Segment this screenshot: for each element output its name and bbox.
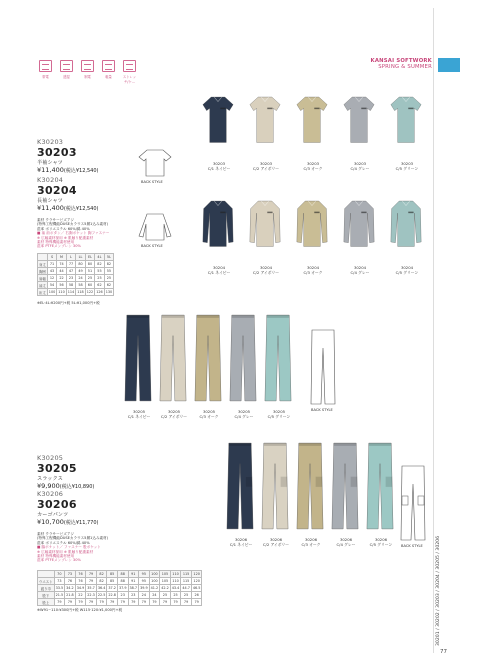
table-cell: 73 [54,578,65,585]
caption-code: 30203 [306,161,320,166]
caption-color: C/3 オーク [301,541,321,547]
caption-color: C/4 グレー [350,165,370,171]
table-header: 105 [160,571,171,578]
table-cell: 100 [149,578,160,585]
caption-color: C/1 ネイビー [127,413,151,419]
table-cell: 82 [104,261,113,268]
table-cell: 126 [96,290,103,294]
table-cell: 股下 [38,592,55,599]
feature-label: ストレッチ/ケ… [122,75,137,84]
table-header: S [47,254,56,261]
rain-icon [102,60,115,72]
table-header: 79 [86,571,97,578]
table-header: 115 [181,571,192,578]
color-caption [382,266,432,275]
pants-image [229,312,257,404]
table-cell: 71 [47,261,56,268]
caption-color: C/4 グレー [350,269,370,275]
product-30204-info [37,176,98,212]
product-name: カーゴパンツ [37,512,69,518]
caption-color: C/1 ネイビー [207,165,231,171]
table-header [38,571,55,578]
spec-line: 素材 クラサービズアジ [37,218,74,222]
feature-item [121,60,138,84]
table-cell: 88 [117,578,128,585]
color-caption [335,266,385,275]
pants-image [331,440,359,532]
table-cell: 身丈 [39,262,46,267]
price-tax: (税込¥10,890) [59,484,95,490]
table-cell: 82 [95,261,104,268]
caption-color: C/3 オーク [199,413,219,419]
back-style-slacks [310,328,336,406]
table-cell: 34.2 [66,586,74,590]
table-row [38,585,202,592]
table-header: 82 [96,571,107,578]
table-cell: 79 [75,599,86,606]
feature-label: 帯電 [42,75,49,79]
product-price [37,204,98,212]
table-cell: 55 [95,268,104,275]
table-cell: 79 [65,599,76,606]
pants-image [194,312,222,404]
caption-code: 30205 [237,409,251,414]
spec-line: (特殊工程機能DUSEカラウス5層1込み素材) [37,222,109,227]
color-caption [288,162,338,171]
spec-line: 混率 PTFEメンブレン 30% [37,244,81,249]
spec-30206 [37,532,157,563]
caption-code: 30205 [272,409,286,414]
pants-image [124,312,152,404]
back-style-label: BACK STYLE [311,408,333,412]
caption-color: C/2 アイボリー [160,413,188,419]
table-header: 100 [149,571,160,578]
table-cell: 91 [128,578,139,585]
color-caption [241,162,291,171]
shirt-image [245,198,285,248]
product-code: 30204 [37,184,77,197]
table-cell: 24 [76,275,85,282]
table-cell: 80 [76,261,85,268]
pants-image [261,440,289,532]
table-cell: 38.7 [129,586,138,590]
caption-code: 30205 [132,409,146,414]
feature-label: 透湿 [63,75,70,79]
color-caption [382,162,432,171]
product-30205-info [37,454,94,490]
star-icon [123,60,136,72]
product-30203-info [37,138,98,174]
table-cell: 25 [170,592,181,599]
table-cell: 43 [47,268,56,275]
caption-color: C/2 アイボリー [252,269,280,275]
price-value: ¥11,400 [37,166,64,174]
color-caption [194,266,244,275]
table-cell: 22 [57,275,66,282]
table-cell: 95 [139,578,150,585]
table-cell: 79 [170,599,181,606]
table-cell: 22.3 [87,593,95,597]
table-cell: 36.4 [97,586,106,590]
table-cell: 25 [95,275,104,282]
feature-item [58,60,75,84]
column-divider [433,8,434,653]
spec-line: 混率 ポリエステル 60%/綿 40% [37,226,90,231]
table-cell: 79 [54,599,65,606]
spec-30204 [37,218,147,249]
table-cell: 80 [85,261,94,268]
table-cell: 21.5 [55,593,64,597]
table-header: 76 [75,571,86,578]
table-row [38,289,114,296]
size-note: ※EL·4L:¥200円+税 5L:¥1,000円+税 [37,301,100,305]
table-cell: 56 [57,282,66,289]
table-header: M [57,254,66,261]
table-cell: 41.2 [150,586,159,590]
shirt-image [198,198,238,248]
table-cell: 82 [96,578,107,585]
spec-line: ■ 袖 前ボタン／ 右胸ポケット 胸ファスナー [37,231,110,236]
feature-item [37,60,54,84]
product-price [37,482,94,490]
table-cell: 114 [67,290,75,294]
color-caption [358,538,404,547]
brand-block [368,58,432,70]
back-style-label: BACK STYLE [141,180,163,184]
caption-color: C/5 グリーン [369,541,393,547]
table-cell: 79 [128,599,139,606]
shirt-image [339,198,379,248]
caption-code: 30204 [259,265,273,270]
table-cell: 130 [105,290,113,294]
table-header: 110 [170,571,181,578]
hanger-icon [60,60,73,72]
table-body [38,261,114,296]
back-style-cargo [400,464,426,542]
table-header: 91 [128,571,139,578]
table-cell: 25 [181,592,192,599]
table-cell: 25 [85,275,94,282]
caption-color: C/3 オーク [303,269,323,275]
feature-item [100,60,117,84]
table-cell: 79 [86,578,97,585]
table-cell: 79 [181,599,192,606]
cotton-icon [81,60,94,72]
table-row [38,268,114,275]
table-cell: 79 [191,599,202,606]
page-number: 77 [440,649,447,655]
caption-color: C/5 グリーン [395,165,419,171]
caption-code: 30205 [167,409,181,414]
caption-color: C/1 ネイビー [207,269,231,275]
price-value: ¥11,400 [37,204,64,212]
table-header: 120 [191,571,202,578]
table-cell: 79 [149,599,160,606]
product-price [37,518,98,526]
caption-code: 30204 [353,265,367,270]
table-cell: 118 [77,290,84,294]
table-cell: 42.2 [161,586,169,590]
table-cell: 77 [66,261,75,268]
table-cell: 股上 [38,599,55,606]
table-cell: 49 [76,268,85,275]
pants-image [264,312,292,404]
table-cell: 渡り巾 [38,585,55,592]
caption-code: 30206 [374,537,388,542]
table-header-row [38,571,202,578]
price-tax: (税込¥11,770) [63,520,99,526]
table-row [38,282,114,289]
table-cell: 24 [149,592,160,599]
product-name: 半袖シャツ [37,160,63,166]
color-caption [288,266,338,275]
table-header: 70 [54,571,65,578]
table-cell: 79 [96,599,107,606]
caption-code: 30204 [212,265,226,270]
spec-line: ■ 脇ポケット／ ファスナー 股ポケット [37,545,101,550]
table-row [38,578,202,585]
table-cell: 79 [107,599,118,606]
table-cell: 115 [181,578,192,585]
price-value: ¥10,700 [37,518,64,526]
caption-code: 30204 [306,265,320,270]
spec-line: 混率 PTFEメンブレン 30% [37,558,81,563]
caption-code: 30206 [234,537,248,542]
table-cell: 23 [128,592,139,599]
table-row [38,275,114,282]
table-cell: 54 [47,282,56,289]
table-cell: 39.9 [140,586,148,590]
side-text: 30201 / 30202 / 30203 / 30204 / 30205 / 30206 [436,535,441,646]
table-cell: 44 [57,268,66,275]
table-cell: 62 [95,282,104,289]
table-cell: 55 [104,268,113,275]
table-cell: 79 [160,599,171,606]
table-cell: 26 [191,592,202,599]
table-header [38,254,48,261]
table-cell: 74 [57,261,66,268]
table-header: 5L [104,254,113,261]
feature-label: 制電 [84,75,91,79]
brand-color-block [438,58,460,72]
product-code-small: K30205 [37,454,64,462]
table-cell: 120 [191,578,202,585]
spec-line: 素材 特殊機能素材使用 [37,554,75,559]
table-cell: 裄丈 [39,290,46,295]
pants-image [226,440,254,532]
color-caption [194,162,244,171]
caption-color: C/4 グレー [336,541,356,547]
back-style-long-shirt [138,212,172,242]
spec-line: ※ 広幅素材採用 ※ 肌触り配慮素材 [37,549,94,554]
feature-label: 軽量 [105,75,112,79]
table-cell: 44.7 [182,586,190,590]
table-cell: 79 [86,599,97,606]
caption-color: C/5 グリーン [395,269,419,275]
product-code: 30205 [37,462,77,475]
table-cell: 110 [58,290,65,294]
back-style-label: BACK STYLE [401,544,423,548]
table-cell: 43.4 [171,586,180,590]
table-header: 4L [95,254,104,261]
table-cell: 76 [65,578,76,585]
flow-icon [39,60,52,72]
spec-line: 素材 クラサービズアジ [37,532,74,536]
table-cell: 105 [160,578,171,585]
table-header: 95 [139,571,150,578]
shirt-image [245,94,285,144]
shirt-image [292,198,332,248]
table-cell: 肩幅 [39,276,46,281]
table-header: 88 [117,571,128,578]
table-cell: ウエスト [39,579,53,584]
pants-image [296,440,324,532]
feature-icons [37,60,138,84]
product-code-small: K30203 [37,138,64,146]
caption-color: C/4 グレー [234,413,254,419]
table-header: LL [76,254,85,261]
table-cell: 25 [160,592,171,599]
table-cell: 85 [107,578,118,585]
caption-code: 30203 [353,161,367,166]
caption-code: 30206 [304,537,318,542]
color-caption [335,162,385,171]
caption-code: 30203 [259,161,273,166]
caption-color: C/5 グリーン [267,413,291,419]
size-table-pants [37,570,202,606]
shirt-image [198,94,238,144]
table-cell: 62 [104,282,113,289]
table-cell: 35.7 [87,586,95,590]
spec-line: (特殊工程機能DUSEカラウス5層1込み素材) [37,536,109,541]
side-series-text [436,456,446,646]
table-cell: 58 [76,282,85,289]
table-cell: 34.9 [76,586,85,590]
pants-image [159,312,187,404]
caption-color: C/1 ネイビー [229,541,253,547]
table-row [38,592,202,599]
pants-image [366,440,394,532]
caption-code: 30205 [202,409,216,414]
brand-season: SPRING & SUMMER [378,64,432,70]
product-code-small: K30206 [37,490,64,498]
product-30206-info [37,490,98,526]
table-cell: 79 [117,599,128,606]
table-cell: 24 [139,592,150,599]
color-caption [256,410,302,419]
color-caption [241,266,291,275]
size-table-shirt [37,253,114,296]
table-cell: 袖丈 [39,283,46,288]
table-cell: 21.8 [66,593,74,597]
spec-line: 素材 特殊機能素材使用 [37,240,75,245]
product-code-small: K30204 [37,176,64,184]
size-note: ※W91~110:¥300円+税 W115·120:¥1,000円+税 [37,608,123,612]
product-name: 長袖シャツ [37,198,63,204]
caption-code: 30203 [400,161,414,166]
table-cell: 37.2 [108,586,116,590]
price-tax: (税込¥12,540) [63,168,99,174]
table-cell: 22 [75,592,86,599]
table-header: L [66,254,75,261]
back-style-label: BACK STYLE [141,244,163,248]
table-cell: 22.5 [97,593,106,597]
table-cell: 110 [170,578,181,585]
table-cell: 79 [139,599,150,606]
table-body [38,578,202,606]
table-cell: 22.8 [108,593,116,597]
caption-code: 30206 [269,537,283,542]
table-cell: 60 [85,282,94,289]
table-header: EL [85,254,94,261]
shirt-image [386,94,426,144]
brand-name: KANSAI SOFTWORK [370,58,432,64]
table-cell: 37.9 [118,586,127,590]
product-name: スラックス [37,476,63,482]
table-cell: 100 [48,290,56,294]
shirt-image [339,94,379,144]
back-style-short-shirt [138,148,172,178]
spec-line: ※ 広幅素材採用 ※ 肌触り配慮素材 [37,235,94,240]
product-code: 30206 [37,498,77,511]
caption-color: C/2 アイボリー [262,541,290,547]
shirt-image [292,94,332,144]
table-header: 85 [107,571,118,578]
table-cell: 58 [66,282,75,289]
table-cell: 胸囲 [39,269,46,274]
price-value: ¥9,900 [37,482,60,490]
caption-code: 30206 [339,537,353,542]
caption-color: C/3 オーク [303,165,323,171]
price-tax: (税込¥12,540) [63,206,99,212]
table-cell: 47 [66,268,75,275]
table-cell: 12 [47,275,56,282]
table-cell: 25 [104,275,113,282]
spec-line: 混率 ポリエステル 60%/綿 40% [37,540,90,545]
shirt-image [386,198,426,248]
caption-code: 30203 [212,161,226,166]
table-cell: 33.5 [55,586,64,590]
product-price [37,166,98,174]
table-row [38,261,114,268]
table-cell: 76 [75,578,86,585]
feature-item [79,60,96,84]
caption-code: 30204 [400,265,414,270]
table-cell: 23 [66,275,75,282]
table-row [38,599,202,606]
product-code: 30203 [37,146,77,159]
table-cell: 51 [85,268,94,275]
table-cell: 46.5 [192,586,201,590]
table-cell: 23 [117,592,128,599]
table-cell: 122 [86,290,94,294]
caption-color: C/2 アイボリー [252,165,280,171]
table-header: 73 [65,571,76,578]
